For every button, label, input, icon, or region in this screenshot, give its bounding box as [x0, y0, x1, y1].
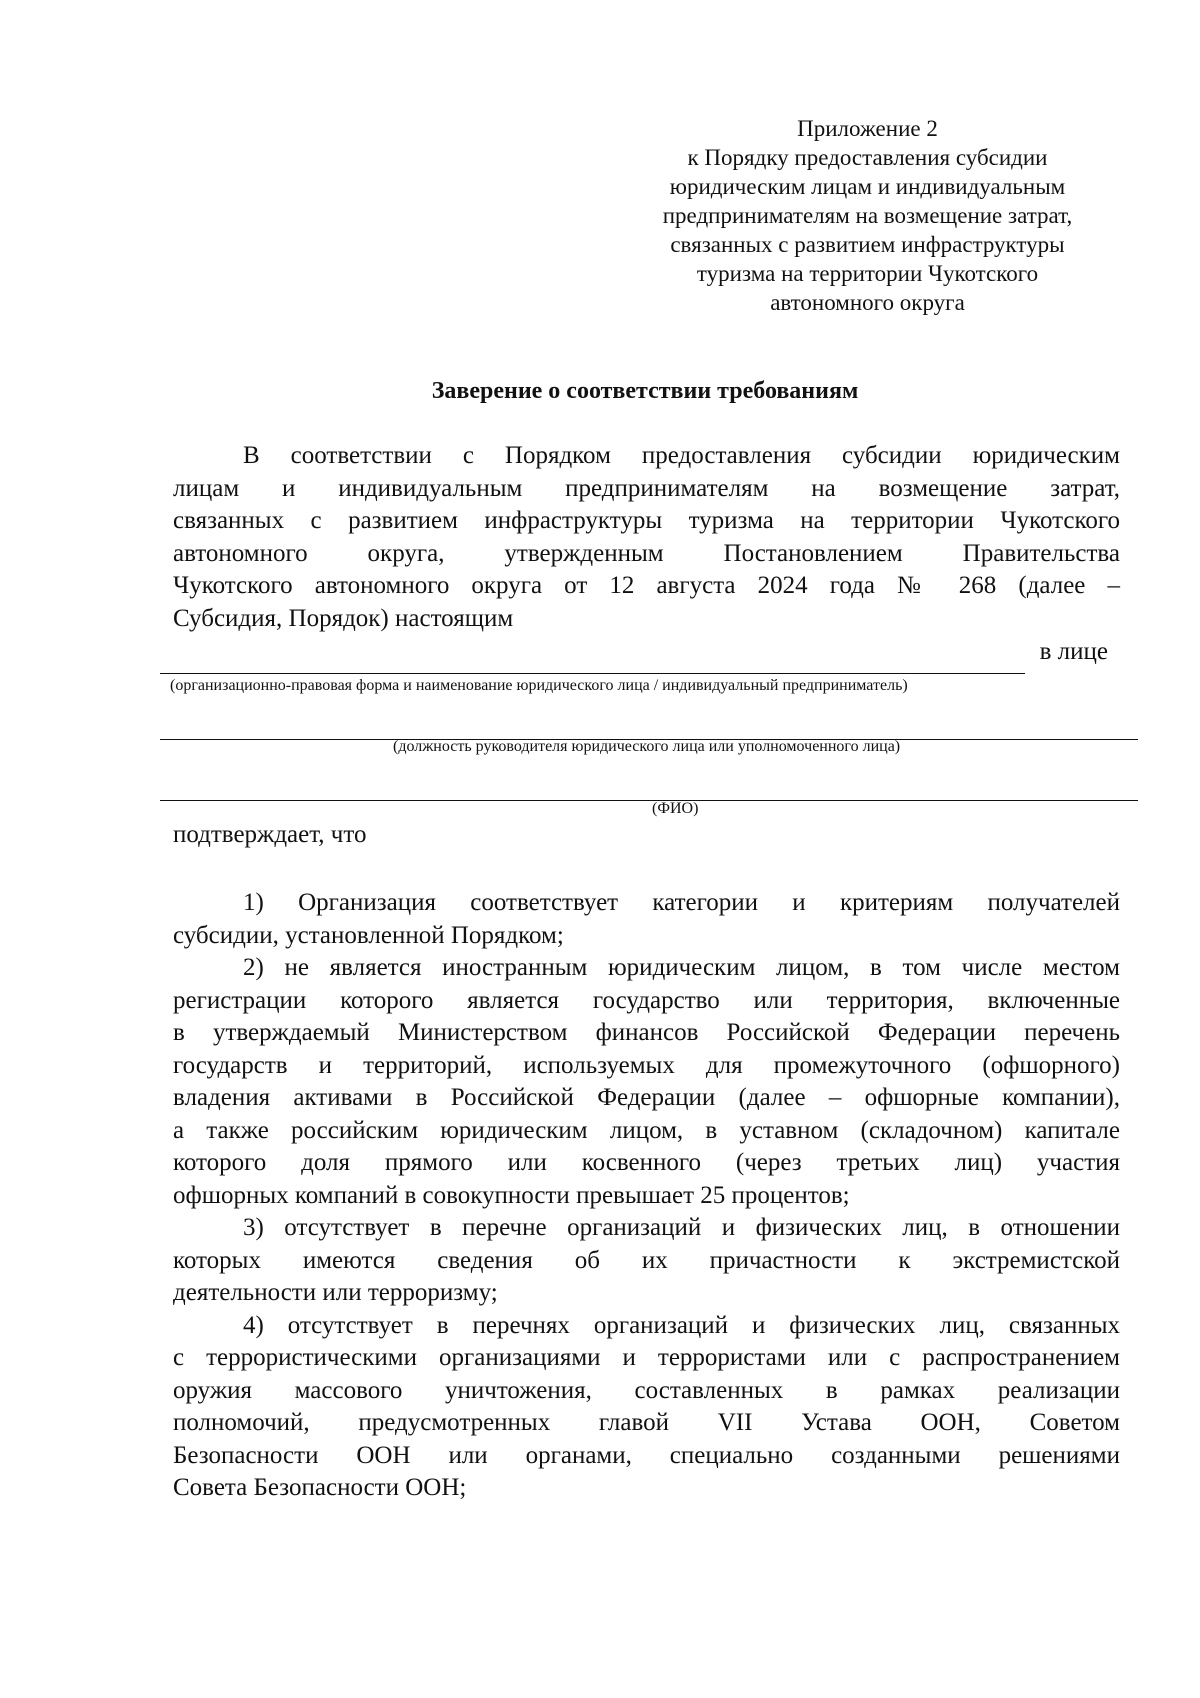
appendix-line: связанных с развитием инфраструктуры: [670, 232, 1065, 257]
fio-caption: (ФИО): [652, 800, 699, 817]
list-item-line: 2) не является иностранным юридическим лицом, в том числе местом: [243, 954, 1120, 981]
appendix-line: юридическим лицам и индивидуальным: [669, 174, 1066, 199]
list-item-line: 4) отсутствует в перечнях организаций и физических лиц, связанных: [243, 1311, 1120, 1339]
paragraph-line: Субсидия, Порядок) настоящим: [173, 604, 514, 632]
paragraph-line: Чукотского автономного округа от 12 августа 2024 года № 268 (далее –: [173, 572, 1120, 599]
org-name-blank-line: [160, 673, 1025, 674]
list-item-line: которого доля прямого или косвенного (через третьих лиц) участия: [173, 1149, 1120, 1176]
list-item-line: регистрации которого является государство или территория, включенные: [173, 986, 1120, 1014]
paragraph-line: лицам и индивидуальным предпринимателям на возмещение затрат,: [173, 474, 1120, 502]
list-item-line: полномочий, предусмотренных главой VII Устава ООН, Советом: [173, 1409, 1120, 1436]
list-item-line: 1) Организация соответствует категории и критериям получателей: [243, 889, 1120, 916]
appendix-line: к Порядку предоставления субсидии: [687, 145, 1048, 170]
position-caption: (должность руководителя юридического лица или уполномоченного лица): [393, 738, 901, 755]
appendix-line: туризма на территории Чукотского: [696, 261, 1039, 286]
list-item-line: деятельности или терроризму;: [173, 1279, 498, 1306]
fio-blank-line: [160, 800, 1138, 801]
list-item-line: 3) отсутствует в перечне организаций и физических лиц, в отношении: [243, 1214, 1120, 1241]
appendix-header: [640, 114, 1095, 317]
list-item-line: офшорных компаний в совокупности превышает 25 процентов;: [173, 1181, 850, 1209]
document-title: Заверение о соответствии требованиям: [431, 378, 859, 404]
in-person-label: в лице: [1039, 638, 1108, 665]
list-item-line: с террористическими организациями и террористами или с распространением: [173, 1344, 1120, 1371]
intro-paragraph: [173, 440, 1120, 635]
list-item-line: Безопасности ООН или органами, специально созданными решениями: [173, 1441, 1120, 1469]
list-item-line: которых имеются сведения об их причастности к экстремистской: [173, 1246, 1120, 1274]
appendix-line: Приложение 2: [797, 116, 938, 141]
list-item-line: Совета Безопасности ООН;: [173, 1474, 467, 1501]
paragraph-line: автономного округа, утвержденным Постановлением Правительства: [173, 539, 1120, 567]
list-item-line: а также российским юридическим лицом, в уставном (складочном) капитале: [173, 1116, 1120, 1144]
appendix-line: автономного округа: [770, 290, 965, 315]
list-item-line: оружия массового уничтожения, составленных в рамках реализации: [173, 1376, 1120, 1404]
list-item-line: владения активами в Российской Федерации (далее – офшорные компании),: [173, 1084, 1120, 1111]
paragraph-line: В соответствии с Порядком предоставления субсидии юридическим: [243, 442, 1120, 469]
confirms-text: подтверждает, что: [173, 821, 367, 848]
org-name-caption: (организационно-правовая форма и наименование юридического лица / индивидуальный предприниматель): [170, 677, 908, 694]
requirements-list: [173, 887, 1120, 1505]
paragraph-line: связанных с развитием инфраструктуры туризма на территории Чукотского: [173, 507, 1120, 534]
list-item-line: государств и территорий, используемых для промежуточного (офшорного): [173, 1051, 1120, 1079]
list-item-line: субсидии, установленной Порядком;: [173, 921, 564, 949]
list-item-line: в утверждаемый Министерством финансов Российской Федерации перечень: [173, 1019, 1120, 1046]
appendix-line: предпринимателям на возмещение затрат,: [662, 203, 1073, 228]
